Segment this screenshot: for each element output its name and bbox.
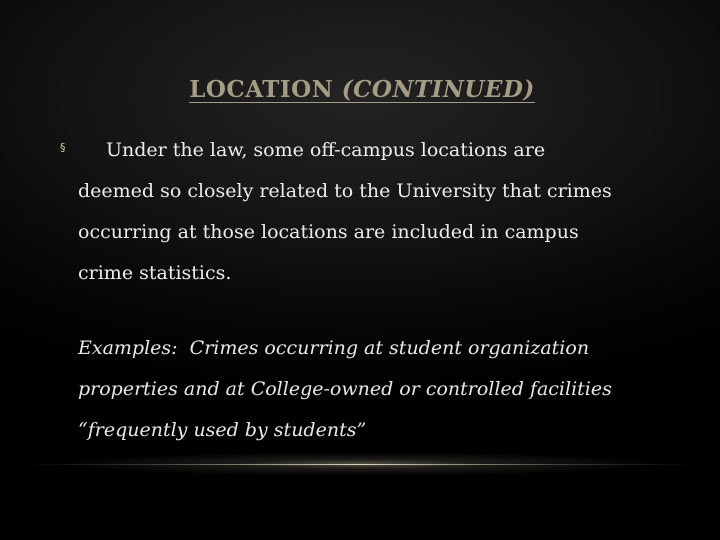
slide-title — [189, 76, 535, 103]
examples-paragraph — [78, 328, 658, 451]
title-main: LOCATION — [189, 76, 342, 103]
bullet-marker-icon: § — [60, 141, 66, 154]
footer-divider — [20, 464, 700, 465]
examples-text: Crimes occurring at student organization properties and at College-owned or controlled facilities “frequently used by students” — [78, 337, 612, 441]
bullet-paragraph — [78, 130, 638, 294]
examples-label: Examples: — [78, 337, 178, 359]
bullet-first-line: Under the law, some off-campus locations are — [106, 139, 546, 161]
bullet-rest-text: deemed so closely related to the University that crimes occurring at those locations are included in campus crime statistics. — [78, 180, 612, 284]
title-continued: (CONTINUED) — [341, 76, 535, 103]
title-container — [0, 76, 720, 103]
